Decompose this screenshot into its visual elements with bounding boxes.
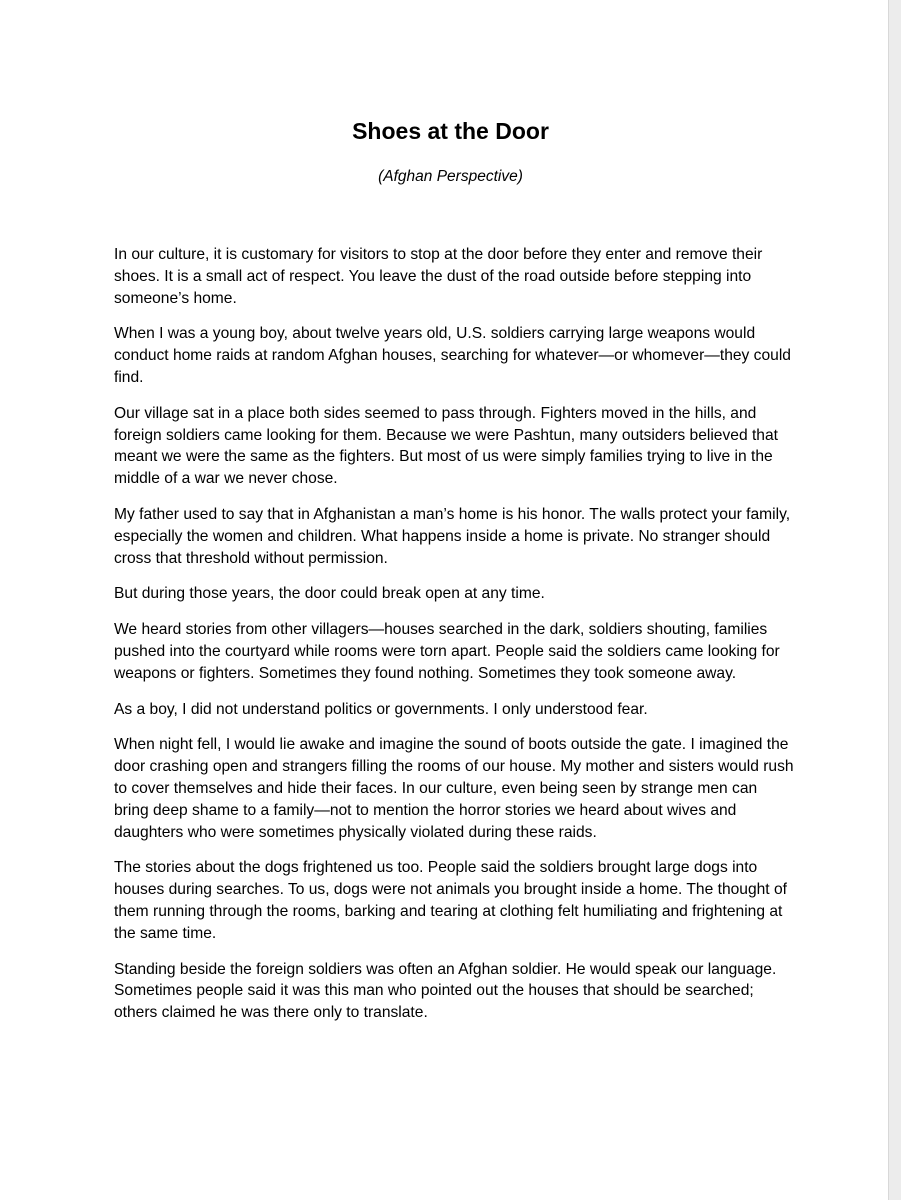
paragraph: The stories about the dogs frightened us too. People said the soldiers brought large dogs into houses during searches. To us, dogs were not animals you brought inside a home. The thought of them running through the rooms, barking and tearing at clothing felt humiliating and frightening at the same time.: [114, 859, 787, 942]
document-title: Shoes at the Door: [352, 118, 549, 144]
paragraph: My father used to say that in Afghanistan a man’s home is his honor. The walls protect your family, especially the women and children. What happens inside a home is private. No stranger should cross that threshold without permission.: [114, 505, 791, 567]
paragraph: When night fell, I would lie awake and imagine the sound of boots outside the gate. I imagined the door crashing open and strangers filling the rooms of our house. My mother and sisters would rush to cover themselves and hide their faces. In our culture, even being seen by strange men can bring deep shame to a family—not to mention the horror stories we heard about wives and daughters who were sometimes physically violated during these raids.: [114, 736, 794, 841]
paragraph: Our village sat in a place both sides seemed to pass through. Fighters moved in the hills, and foreign soldiers came looking for them. Because we were Pashtun, many outsiders believed that meant we were the same as the fighters. But most of us were simply families trying to live in the middle of a war we never chose.: [114, 404, 778, 488]
document-body: [114, 244, 794, 1038]
paragraph: When I was a young boy, about twelve years old, U.S. soldiers carrying large weapons would conduct home raids at random Afghan houses, searching for whatever—or whomever—they could find.: [114, 325, 791, 386]
paragraph: In our culture, it is customary for visitors to stop at the door before they enter and remove their shoes. It is a small act of respect. You leave the dust of the road outside before stepping into someone’s home.: [114, 246, 763, 307]
page-edge: [889, 0, 901, 1200]
paragraph: As a boy, I did not understand politics or governments. I only understood fear.: [114, 700, 648, 718]
document-subtitle: (Afghan Perspective): [378, 168, 523, 185]
paragraph: Standing beside the foreign soldiers was often an Afghan soldier. He would speak our language. Sometimes people said it was this man who pointed out the houses that should be searched; others claimed he was there only to translate.: [114, 960, 777, 1022]
paragraph: But during those years, the door could break open at any time.: [114, 585, 545, 603]
paragraph: We heard stories from other villagers—houses searched in the dark, soldiers shouting, families pushed into the courtyard while rooms were torn apart. People said the soldiers came looking for weapons or fighters. Sometimes they found nothing. Sometimes they took someone away.: [114, 621, 780, 682]
